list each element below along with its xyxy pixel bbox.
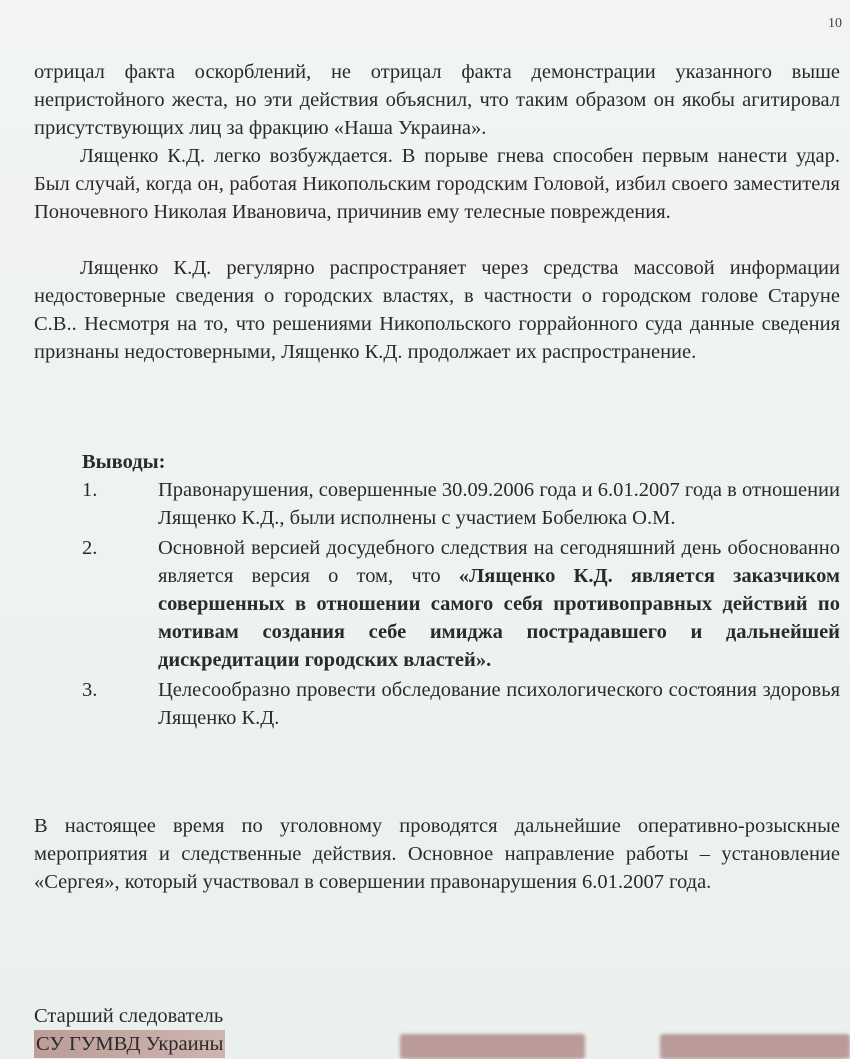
signature-block xyxy=(34,1002,225,1058)
conclusion-text-bold: «Лященко К.Д. является заказчиком совершенных в отношении самого себя противоправных действий по мотивам создания себе имиджа пострадавшего и дальнейшей дискредитации городских властей». xyxy=(158,565,840,671)
paragraph-4: В настоящее время по уголовному проводятся дальнейшие оперативно-розыскные мероприятия и следственные действия. Основное направление работы – установление «Сергея», который участвовал в совершении правонарушения 6.01.2007 года. xyxy=(34,815,840,893)
redaction-smudge xyxy=(400,1034,585,1059)
signature-department: СУ ГУМВД Украины xyxy=(34,1030,225,1058)
conclusion-number: 3. xyxy=(82,679,98,701)
paragraph-3: Лященко К.Д. регулярно распространяет через средства массовой информации недостоверные сведения о городских властях, в частности о городском голове Старуне С.В.. Несмотря на то, что решениями Никопольского горрайонного суда данные сведения признаны недостоверными, Лященко К.Д. продолжает их распространение. xyxy=(34,257,840,363)
conclusions-heading: Выводы: xyxy=(82,451,166,473)
paragraph-1: отрицал факта оскорблений, не отрицал факта демонстрации указанного выше непристойного жеста, но эти действия объяснил, что таким образом он якобы агитировал присутствующих лиц за фракцию «Наша Украина». xyxy=(34,61,840,139)
conclusion-text: Правонарушения, совершенные 30.09.2006 года и 6.01.2007 года в отношении Лященко К.Д., были исполнены с участием Бобелюка О.М. xyxy=(158,479,840,529)
signature-title: Старший следователь xyxy=(34,1005,224,1027)
conclusion-item-3 xyxy=(82,676,840,732)
conclusion-item-1 xyxy=(82,476,840,532)
conclusion-text xyxy=(158,534,840,674)
conclusion-item-2 xyxy=(82,534,840,674)
page-number: 10 xyxy=(828,16,842,31)
conclusion-text-plain: Основной версией досудебного следствия на сегодняшний день обоснованно является версия о том, что xyxy=(158,537,840,587)
paragraph-2: Лященко К.Д. легко возбуждается. В порыве гнева способен первым нанести удар. Был случай, когда он, работая Никопольским городским Головой, избил своего заместителя Поночевного Николая Ивановича, причинив ему телесные повреждения. xyxy=(34,145,840,223)
conclusion-text: Целесообразно провести обследование психологического состояния здоровья Лященко К.Д. xyxy=(158,679,840,729)
redaction-smudge xyxy=(660,1034,850,1059)
conclusions-list xyxy=(82,476,840,734)
conclusion-number: 1. xyxy=(82,479,98,501)
conclusion-number: 2. xyxy=(82,537,98,559)
